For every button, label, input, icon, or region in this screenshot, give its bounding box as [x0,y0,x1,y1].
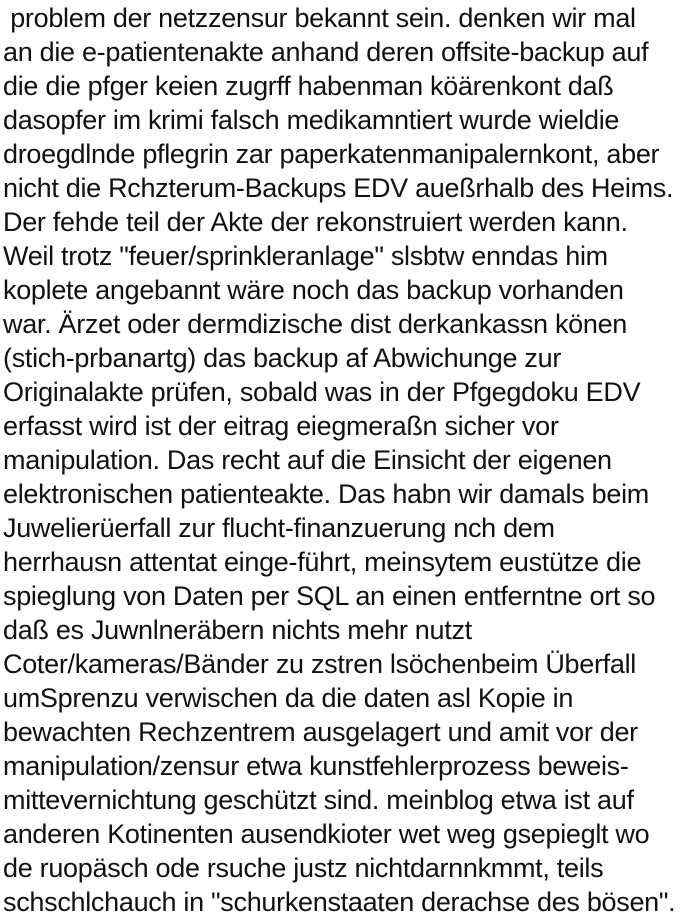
text-line: war. Ärzet oder dermdizische dist derkankassn könen [3,309,628,339]
text-line: manipulation. Das recht auf die Einsicht der eigenen [3,445,612,475]
text-line: bewachten Rechzentrem ausgelagert und amit vor der [3,717,638,747]
text-line: nicht die Rchzterum-Backups EDV aueßrhalb des Heims. [3,173,674,203]
text-line: an die e-patientenakte anhand deren offsite-backup auf [3,37,649,67]
text-line: spieglung von Daten per SQL an einen entferntne ort so [3,581,656,611]
text-line: die die pfger keien zugrff habenman köärenkont daß [3,71,614,101]
text-line: daß es Juwnlneräbern nichts mehr nutzt [3,615,472,645]
text-line: Originalakte prüfen, sobald was in der Pfgegdoku EDV [3,377,641,407]
text-line: droegdlnde pflegrin zar paperkatenmanipalernkont, aber [3,139,660,169]
text-line: herrhausn attentat einge-führt, meinsytem eustütze die [3,547,642,577]
text-line: problem der netzzensur bekannt sein. denken wir mal [3,3,636,33]
text-line: anderen Kotinenten ausendkioter wet weg gsepieglt wo [3,819,650,849]
text-line: de ruopäsch ode rsuche justz nichtdarnnkmmt, teils [3,853,604,883]
text-content [3,1,684,919]
text-line: Coter/kameras/Bänder zu zstren lsöchenbeim Überfall [3,649,636,679]
text-line: koplete angebannt wäre noch das backup vorhanden [3,275,624,305]
text-line: schschlchauch in "schurkenstaaten derachse des bösen". [3,887,676,917]
text-line: manipulation/zensur etwa kunstfehlerprozess beweis- [3,751,629,781]
text-line: (stich-prbanartg) das backup af Abwichunge zur [3,343,562,373]
text-line: Der fehde teil der Akte der rekonstruiert werden kann. [3,207,628,237]
text-line: Juwelierüerfall zur flucht-finanzuerung nch dem [3,513,555,543]
text-line: Weil trotz "feuer/sprinkleranlage" slsbtw enndas him [3,241,608,271]
text-line: dasopfer im krimi falsch medikamntiert wurde wieldie [3,105,620,135]
text-line: elektronischen patienteakte. Das habn wir damals beim [3,479,649,509]
text-line: umSprenzu verwischen da die daten asl Kopie in [3,683,574,713]
text-line: mittevernichtung geschützt sind. meinblog etwa ist auf [3,785,634,815]
text-line: erfasst wird ist der eitrag eiegmeraßn sicher vor [3,411,559,441]
